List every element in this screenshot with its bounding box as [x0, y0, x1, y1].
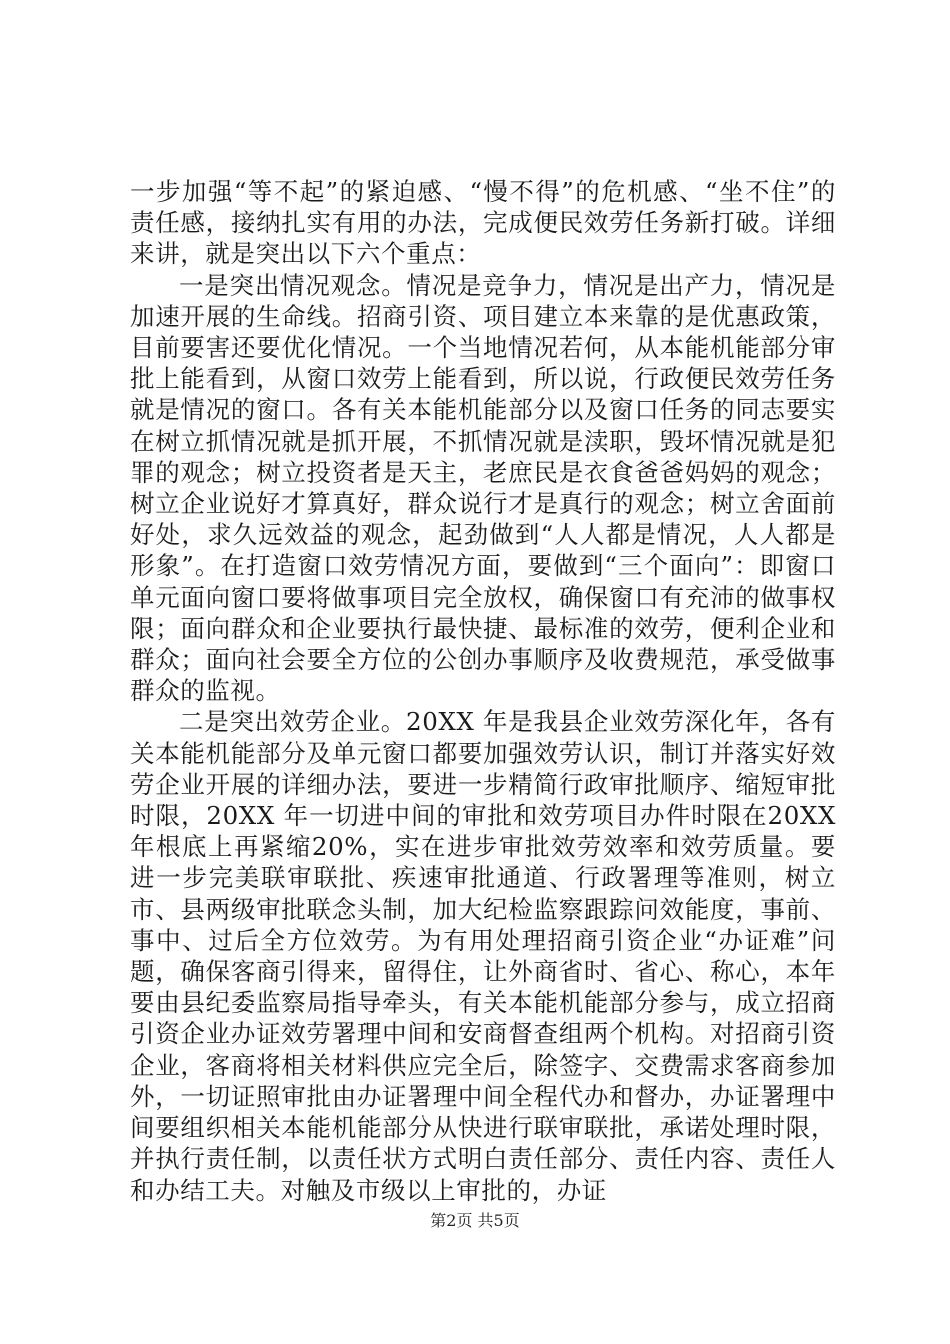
document-body — [130, 176, 836, 1206]
paragraph-enterprise-service: 二是突出效劳企业。20XX 年是我县企业效劳深化年，各有关本能机能部分及单元窗口都要加强效劳认识，制订并落实好效劳企业开展的详细办法，要进一步精简行政审批顺序、缩短审批时限，20XX 年一切进中间的审批和效劳项目办件时限在20XX 年根底上再紧缩20%，实在进步审批效劳效率和效劳质量。要进一步完美联审联批、疾速审批通道、行政署理等准则，树立市、县两级审批联念头制，加大纪检监察跟踪问效能度，事前、事中、过后全方位效劳。为有用处理招商引资企业“办证难”问题，确保客商引得来，留得住，让外商省时、省心、称心，本年要由县纪委监察局指导牵头，有关本能机能部分参与，成立招商引资企业办证效劳署理中间和安商督查组两个机构。对招商引资企业，客商将相关材料供应完全后，除签字、交费需求客商参加外，一切证照审批由办证署理中间全程代办和督办，办证署理中间要组织相关本能机能部分从快进行联审联批，承诺处理时限，并执行责任制，以责任状方式明白责任部分、责任内容、责任人和办结工夫。对触及市级以上审批的，办证 — [130, 707, 836, 1205]
paragraph-continuation: 一步加强“等不起”的紧迫感、“慢不得”的危机感、“坐不住”的责任感，接纳扎实有用的办法，完成便民效劳任务新打破。详细来讲，就是突出以下六个重点： — [130, 177, 836, 269]
paragraph-environment: 一是突出情况观念。情况是竞争力，情况是出产力，情况是加速开展的生命线。招商引资、项目建立本来靠的是优惠政策，目前要害还要优化情况。一个当地情况若何，从本能机能部分审批上能看到，从窗口效劳上能看到，所以说，行政便民效劳任务就是情况的窗口。各有关本能机能部分以及窗口任务的同志要实在树立抓情况就是抓开展，不抓情况就是渎职，毁坏情况就是犯罪的观念；树立投资者是天主，老庶民是衣食爸爸妈妈的观念；树立企业说好才算真好，群众说行才是真行的观念；树立舍面前好处，求久远效益的观念，起劲做到“人人都是情况，人人都是形象”。在打造窗口效劳情况方面，要做到“三个面向”：即窗口单元面向窗口要将做事项目完全放权，确保窗口有充沛的做事权限；面向群众和企业要执行最快捷、最标准的效劳，便利企业和群众；面向社会要全方位的公创办事顺序及收费规范，承受做事群众的监视。 — [130, 270, 836, 706]
page-number-footer: 第2页 共5页 — [430, 1211, 520, 1230]
